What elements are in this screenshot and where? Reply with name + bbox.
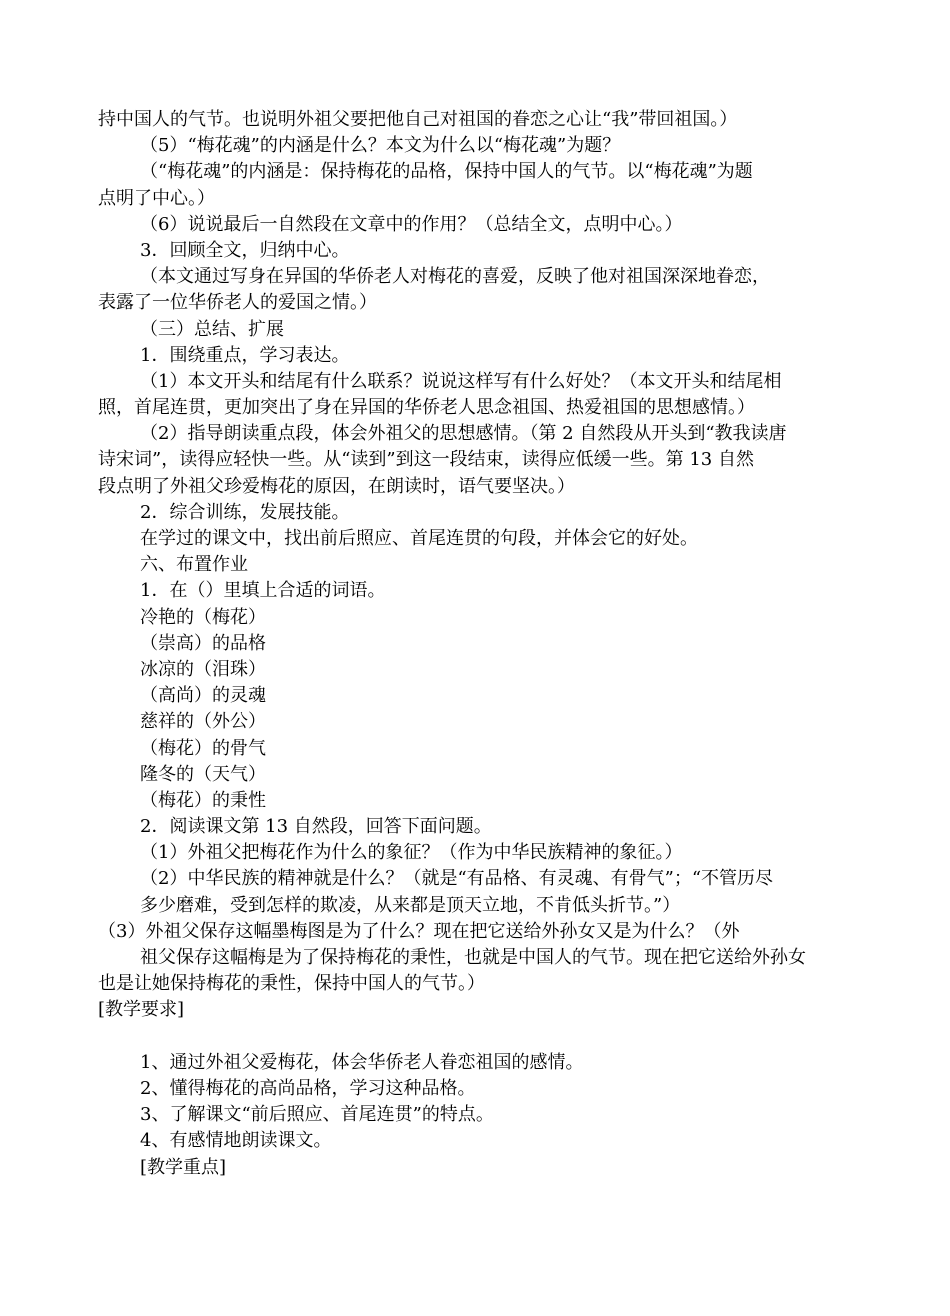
text-line: （5）“梅花魂”的内涵是什么？本文为什么以“梅花魂”为题？: [140, 135, 621, 157]
text-line: （1）外祖父把梅花作为什么的象征？（作为中华民族精神的象征。）: [140, 842, 683, 864]
text-line: [教学要求]: [98, 999, 185, 1021]
text-line: （1）本文开头和结尾有什么联系？说说这样写有什么好处？（本文开头和结尾相: [140, 370, 782, 392]
text-line: 隆冬的（天气）: [140, 763, 266, 785]
text-line: 2．阅读课文第 13 自然段，回答下面问题。: [140, 816, 492, 838]
text-line: （本文通过写身在异国的华侨老人对梅花的喜爱，反映了他对祖国深深地眷恋，: [140, 266, 770, 288]
text-line: （崇高）的品格: [140, 632, 266, 654]
text-line: 2、懂得梅花的高尚品格，学习这种品格。: [140, 1077, 476, 1099]
text-line: 多少磨难，受到怎样的欺凌，从来都是顶天立地，不肯低头折节。”）: [140, 894, 681, 916]
text-line: 4、有感情地朗读课文。: [140, 1130, 332, 1152]
text-line: （3）外祖父保存这幅墨梅图是为了什么？现在把它送给外孙女又是为什么？（外: [98, 920, 740, 942]
text-line: 祖父保存这幅梅是为了保持梅花的秉性，也就是中国人的气节。现在把它送给外孙女: [140, 947, 806, 968]
blank-line: [98, 1024, 858, 1050]
document-body: [98, 107, 858, 1207]
text-line: 六、布置作业: [140, 554, 248, 576]
text-line: 诗宋词”，读得应轻快一些。从“读到”到这一段结束，读得应低缓一些。第 13 自然: [98, 449, 754, 471]
text-line: 冰凉的（泪珠）: [140, 658, 266, 680]
text-line: 持中国人的气节。也说明外祖父要把他自己对祖国的眷恋之心让“我”带回祖国。）: [98, 109, 738, 130]
text-line: 照，首尾连贯，更加突出了身在异国的华侨老人思念祖国、热爱祖国的思想感情。）: [98, 397, 755, 419]
text-line: 也是让她保持梅花的秉性，保持中国人的气节。）: [98, 973, 485, 995]
section-heading: [98, 1181, 858, 1207]
text-line: 1．围绕重点，学习表达。: [140, 344, 350, 366]
text-line: （2）指导朗读重点段，体会外祖父的思想感情。（第 2 自然段从开头到“教我读唐: [140, 423, 787, 445]
text-line: 慈祥的（外公）: [140, 711, 266, 733]
text-line: （“梅花魂”的内涵是：保持梅花的品格，保持中国人的气节。以“梅花魂”为题: [140, 161, 753, 183]
text-line: 2．综合训练，发展技能。: [140, 501, 350, 523]
text-line: （三）总结、扩展: [140, 318, 284, 340]
text-line: 在学过的课文中，找出前后照应、首尾连贯的句段，并体会它的好处。: [140, 528, 698, 549]
text-line: （高尚）的灵魂: [140, 685, 266, 707]
text-line: （2）中华民族的精神就是什么？（就是“有品格、有灵魂、有骨气”；“不管历尽: [140, 868, 774, 890]
text-line: [教学重点]: [140, 1156, 227, 1178]
text-line: （6）说说最后一自然段在文章中的作用？（总结全文，点明中心。）: [140, 213, 683, 235]
text-line: 1．在（）里填上合适的词语。: [140, 580, 386, 602]
text-line: （梅花）的秉性: [140, 789, 266, 811]
text-line: 3．回顾全文，归纳中心。: [140, 239, 350, 261]
text-line: 段点明了外祖父珍爱梅花的原因，在朗读时，语气要坚决。）: [98, 475, 575, 497]
section-heading: 1、通过外祖父爱梅花，体会华侨老人眷恋祖国的感情。: [140, 1051, 584, 1073]
text-line: （梅花）的骨气: [140, 737, 266, 759]
text-line: 3、了解课文“前后照应、首尾连贯”的特点。: [140, 1104, 494, 1126]
text-line: 点明了中心。）: [98, 187, 215, 209]
text-line: 冷艳的（梅花）: [140, 606, 266, 628]
text-line: 表露了一位华侨老人的爱国之情。）: [98, 292, 377, 314]
